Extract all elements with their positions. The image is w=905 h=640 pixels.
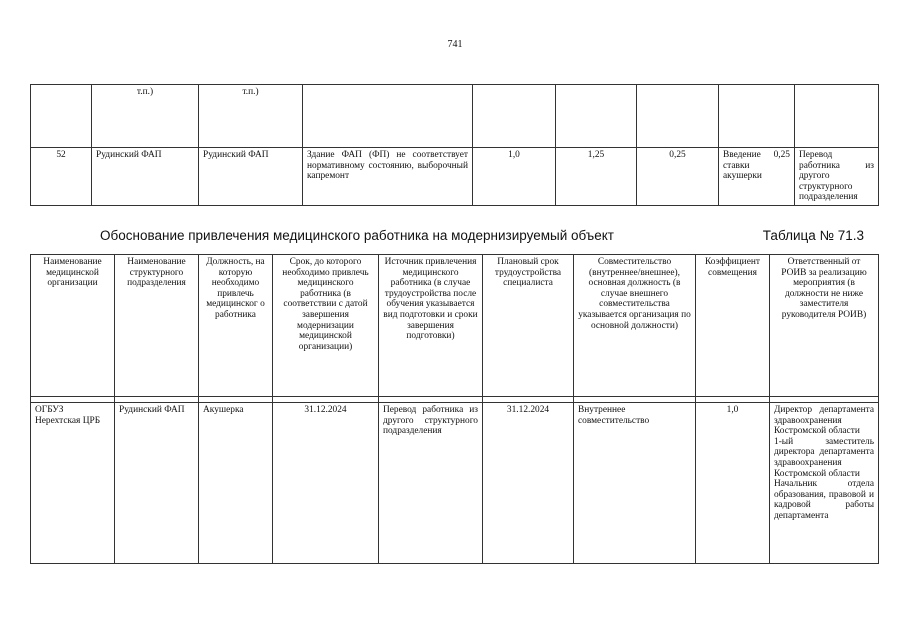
responsible-line: 1-ый заместитель директора департамента здравоохранения Костромской области <box>774 436 874 479</box>
value-cell: 1,25 <box>556 148 637 206</box>
column-header: Источник привлечения медицинского работника (в случае трудоустройства после обучения указывается вид подготовки и сроки завершения подготовки) <box>379 255 483 397</box>
combination-cell: Внутреннее совместительство <box>574 403 696 564</box>
value-cell: 1,0 <box>473 148 556 206</box>
column-header: Срок, до которого необходимо привлечь медицинского работника (в соответствии с датой завершения модернизации медицинской организации) <box>273 255 379 397</box>
column-header: Плановый срок трудоустройства специалиста <box>483 255 574 397</box>
table-number: Таблица № 71.3 <box>762 228 864 243</box>
coefficient-cell: 1,0 <box>696 403 770 564</box>
division-cell: Рудинский ФАП <box>115 403 199 564</box>
transfer-cell: Перевод работника из другого структурного подразделения <box>795 148 879 206</box>
source-cell: Перевод работника из другого структурного подразделения <box>379 403 483 564</box>
org-cell: ОГБУЗ Нерехтская ЦРБ <box>31 403 115 564</box>
deadline-cell: 31.12.2024 <box>273 403 379 564</box>
action-cell: Введение 0,25 ставки акушерки <box>719 148 795 206</box>
responsible-cell <box>770 403 879 564</box>
column-header: Должность, на которую необходимо привлечь медицинског о работника <box>199 255 273 397</box>
table-row <box>31 403 879 564</box>
responsible-line: Начальник отдела образования, правовой и кадровой работы департамента <box>774 479 874 521</box>
planned-date-cell: 31.12.2024 <box>483 403 574 564</box>
column-header: Коэффициент совмещения <box>696 255 770 397</box>
column-header: Совместительство (внутреннее/внешнее), основная должность (в случае внешнего совместительства указывается организация по основной должности) <box>574 255 696 397</box>
responsible-line: Директор департамента здравоохранения Костромской области <box>774 405 874 437</box>
column-header: Наименование медицинской организации <box>31 255 115 397</box>
header-row <box>31 255 879 397</box>
caption-title: Обоснование привлечения медицинского работника на модернизируемый объект <box>100 228 614 243</box>
top-table-cell: т.п.) <box>199 85 303 148</box>
org-cell: Рудинский ФАП <box>92 148 199 206</box>
column-header: Наименование структурного подразделения <box>115 255 199 397</box>
value-cell: 0,25 <box>637 148 719 206</box>
reason-cell: Здание ФАП (ФП) не соответствует нормативному состоянию, выборочный капремонт <box>303 148 473 206</box>
position-cell: Акушерка <box>199 403 273 564</box>
column-header: Ответственный от РОИВ за реализацию мероприятия (в должности не ниже заместителя руководителя РОИВ) <box>770 255 879 397</box>
main-table <box>30 254 879 564</box>
top-table <box>30 84 879 206</box>
top-table-cell: т.п.) <box>92 85 199 148</box>
page-number: 741 <box>447 39 463 50</box>
row-number: 52 <box>31 148 92 206</box>
top-table-row <box>31 85 879 148</box>
division-cell: Рудинский ФАП <box>199 148 303 206</box>
top-table-row <box>31 148 879 206</box>
